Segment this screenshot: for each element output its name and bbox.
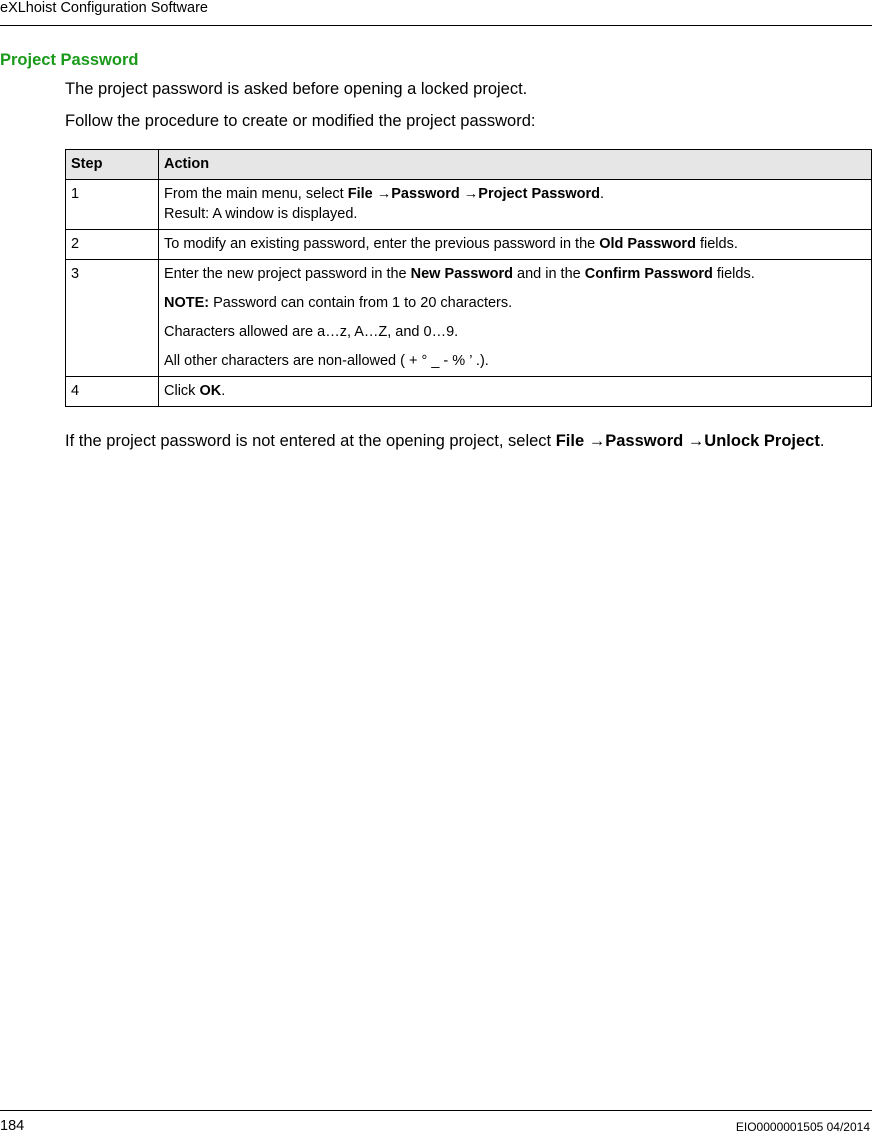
- arrow-icon: →: [459, 186, 479, 202]
- running-header: eXLhoist Configuration Software: [0, 0, 208, 16]
- header-rule: [0, 25, 872, 26]
- menu-unlock-project: Unlock Project: [704, 432, 820, 450]
- closing-text: If the project password is not entered at the opening project, select: [65, 432, 556, 450]
- menu-password: Password: [605, 432, 684, 450]
- step-number: 4: [66, 377, 159, 407]
- action-line: [164, 184, 865, 204]
- field-confirm-password: Confirm Password: [584, 266, 713, 282]
- step-action: [159, 260, 872, 377]
- closing-text: .: [819, 432, 825, 450]
- step-action: [159, 180, 872, 230]
- menu-file: File: [347, 186, 373, 202]
- disallowed-characters: All other characters are non-allowed ( + ° _ - % ’ .).: [164, 353, 489, 369]
- action-text: and in the: [512, 266, 585, 282]
- step-number: 3: [66, 260, 159, 377]
- table-row: [66, 260, 872, 377]
- action-text: From the main menu, select: [164, 186, 348, 202]
- ok-button-label: OK: [199, 383, 222, 399]
- procedure-lead: Follow the procedure to create or modified the project password:: [65, 112, 536, 130]
- table-row: [66, 230, 872, 260]
- action-line: [164, 264, 865, 284]
- action-text: fields.: [695, 236, 738, 252]
- menu-password: Password: [391, 186, 460, 202]
- action-text: Click: [164, 383, 200, 399]
- intro-paragraph: The project password is asked before opening a locked project.: [65, 80, 528, 98]
- page-number: 184: [0, 1118, 25, 1134]
- note-label: NOTE:: [164, 295, 210, 311]
- step-action: [159, 230, 872, 260]
- arrow-icon: →: [683, 432, 705, 450]
- document-reference: EIO0000001505 04/2014: [735, 1120, 870, 1134]
- closing-paragraph: [65, 430, 865, 452]
- procedure-table: [65, 149, 872, 407]
- footer-rule: [0, 1110, 872, 1111]
- arrow-icon: →: [584, 432, 606, 450]
- menu-project-password: Project Password: [478, 186, 600, 202]
- allowed-characters: Characters allowed are a…z, A…Z, and 0…9.: [164, 324, 459, 340]
- action-text: To modify an existing password, enter the previous password in the: [164, 236, 600, 252]
- arrow-icon: →: [372, 186, 392, 202]
- field-old-password: Old Password: [599, 236, 696, 252]
- step-number: 1: [66, 180, 159, 230]
- step-action: [159, 377, 872, 407]
- menu-file: File: [555, 432, 585, 450]
- note-line: [164, 293, 865, 313]
- note-text: Password can contain from 1 to 20 characters.: [209, 295, 513, 311]
- header-action: Action: [159, 150, 872, 180]
- action-result: Result: A window is displayed.: [164, 206, 358, 222]
- header-step: Step: [66, 150, 159, 180]
- step-number: 2: [66, 230, 159, 260]
- field-new-password: New Password: [410, 266, 513, 282]
- action-text: fields.: [712, 266, 755, 282]
- section-title: Project Password: [0, 51, 139, 69]
- table-row: [66, 180, 872, 230]
- action-text: .: [599, 186, 605, 202]
- action-text: .: [221, 383, 226, 399]
- table-header-row: [66, 150, 872, 180]
- action-text: Enter the new project password in the: [164, 266, 411, 282]
- table-row: [66, 377, 872, 407]
